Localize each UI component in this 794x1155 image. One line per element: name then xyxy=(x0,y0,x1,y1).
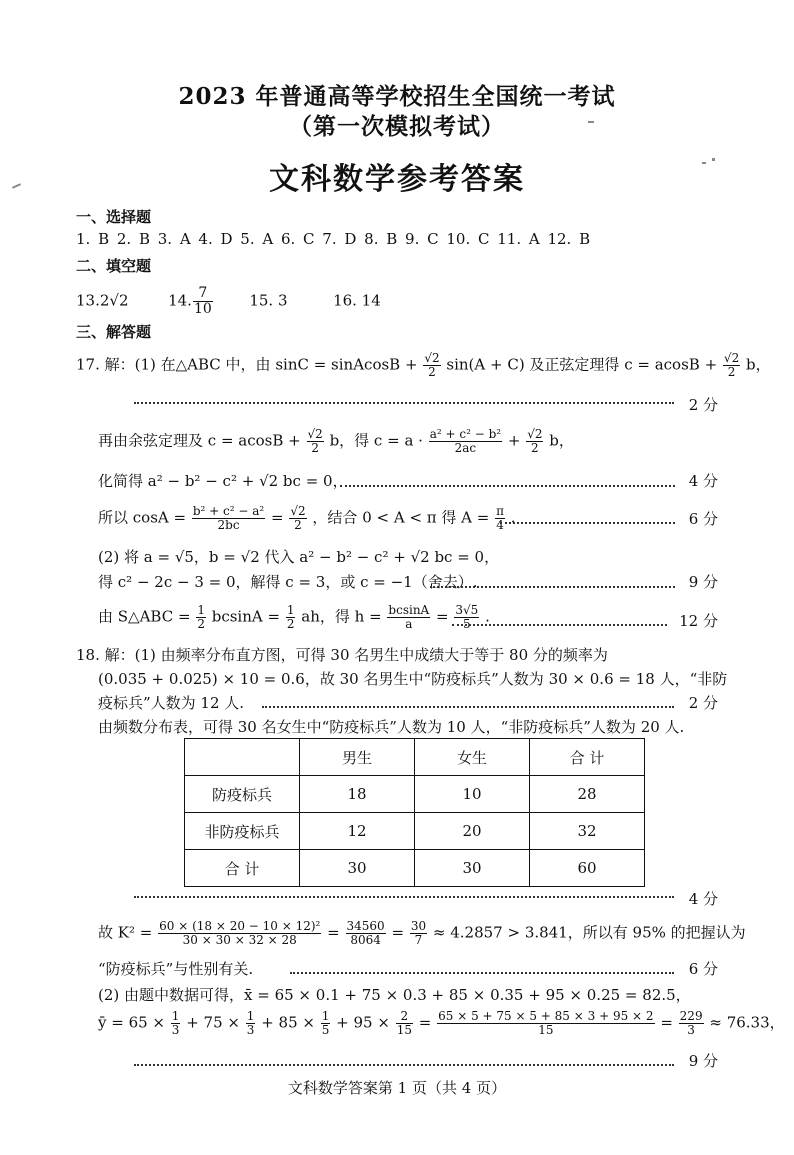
score-4b: 4 分 xyxy=(688,890,718,908)
score-6: 6 分 xyxy=(688,510,718,528)
exam-title: 2023 年普通高等学校招生全国统一考试 xyxy=(178,83,616,110)
exam-subtitle: （第一次模拟考试） xyxy=(289,113,505,140)
score-9: 9 分 xyxy=(688,573,718,591)
table-cell: 60 xyxy=(530,850,645,887)
dot-leader xyxy=(290,972,674,974)
table-cell: 28 xyxy=(530,776,645,813)
dot-leader xyxy=(452,624,667,626)
q17-line4: 所以 cosA = $\frac{\text{b² + c² − a²}}{2bc}$ = $\frac{√2}{2}$ ，结合 0 < A < π 得 A = $\frac{\pi}{4}$ . xyxy=(98,504,516,532)
score-9b: 9 分 xyxy=(688,1052,718,1070)
table-row xyxy=(185,776,645,813)
table-row xyxy=(185,850,645,887)
table-cell: 12 xyxy=(300,813,415,850)
table-row xyxy=(185,813,645,850)
table-cell xyxy=(185,739,300,776)
q18-k-square: 故 K² = $\frac{\text{60 × (18 × 20 − 10 × 12)²}}{30 \times 30 \times 32 \times 28}$ = $\frac{34560}{8064}$ = $\frac{30}{7}$ ≈ 4.2857 > 3.841，所以有 95% 的把握认为 xyxy=(98,919,746,947)
q18-line7: (2) 由题中数据可得，x̄ = 65 × 0.1 + 75 × 0.3 + 85 × 0.35 + 95 × 0.25 = 82.5， xyxy=(98,986,691,1004)
table-cell: 10 xyxy=(415,776,530,813)
table-cell: 防疫标兵 xyxy=(185,776,300,813)
q17-line5: (2) 将 a = √5，b = √2 代入 a² − b² − c² + √2 bc = 0， xyxy=(98,548,500,566)
dot-leader xyxy=(500,522,675,524)
table-header-row xyxy=(185,739,645,776)
table-cell: 18 xyxy=(300,776,415,813)
table-cell: 非防疫标兵 xyxy=(185,813,300,850)
page-title: 文科数学参考答案 xyxy=(269,162,525,197)
table-header: 女生 xyxy=(415,739,530,776)
q17-line3: 化简得 a² − b² − c² + √2 bc = 0， xyxy=(98,472,348,490)
q17-line6: 得 c² − 2c − 3 = 0，解得 c = 3，或 c = −1（舍去）. xyxy=(98,573,478,591)
fill-answers: 13.2√2 14. $\frac{7}{10}$ 15. 3 16. 14 xyxy=(76,285,381,317)
contingency-table xyxy=(184,738,645,887)
q17-line1: 17. 解：(1) 在△ABC 中，由 sinC = sinAcosB + $\frac{√2}{2}$ sin(A + C) 及正弦定理得 c = acosB + $\frac{√2}{2}$ b， xyxy=(76,351,771,379)
q17-line7: 由 S△ABC = $\frac{1}{2}$ bcsinA = $\frac{1}{2}$ ah，得 h = $\frac{bcsinA}{a}$ = $\frac{3√5}{5}$ . xyxy=(98,603,490,631)
score-4: 4 分 xyxy=(688,472,718,490)
section-heading-choice: 一、选择题 xyxy=(76,208,152,226)
q18-line3: 疫标兵”人数为 12 人. xyxy=(98,694,245,712)
score-2b: 2 分 xyxy=(688,694,718,712)
score-2: 2 分 xyxy=(688,396,718,414)
dot-leader xyxy=(134,1064,674,1066)
table-header: 男生 xyxy=(300,739,415,776)
table-header: 合 计 xyxy=(530,739,645,776)
table-cell: 30 xyxy=(300,850,415,887)
q18-y-mean: ȳ = 65 × $\frac{1}{3}$ + 75 × $\frac{1}{3}$ + 85 × $\frac{1}{5}$ + 95 × $\frac{2}{15}$ = $\frac{65 \times 5 + 75 \times 5 + 85 \times 3 + 95 \times 2}{15}$ = $\frac{229}{3}$ ≈ 76.33， xyxy=(98,1009,785,1037)
q17-line2: 再由余弦定理及 c = acosB + $\frac{√2}{2}$ b，得 c = a · $\frac{\text{a² + c² − b²}}{2ac}$ + $\frac{√2}{2}$ b， xyxy=(98,427,574,455)
section-heading-fill: 二、填空题 xyxy=(76,257,152,275)
q18-line4: 由频数分布表，可得 30 名女生中“防疫标兵”人数为 10 人，“非防疫标兵”人数为 20 人. xyxy=(98,718,685,736)
table-cell: 30 xyxy=(415,850,530,887)
dot-leader xyxy=(430,586,675,588)
q18-line6: “防疫标兵”与性别有关. xyxy=(98,960,254,978)
table-cell: 32 xyxy=(530,813,645,850)
page-footer: 文科数学答案第 1 页（共 4 页） xyxy=(287,1079,507,1097)
table-cell: 合 计 xyxy=(185,850,300,887)
dot-leader xyxy=(134,402,674,404)
score-6b: 6 分 xyxy=(688,960,718,978)
section-heading-solve: 三、解答题 xyxy=(76,323,152,341)
dot-leader xyxy=(340,485,675,487)
table-cell: 20 xyxy=(415,813,530,850)
q18-line1: 18. 解：(1) 由频率分布直方图，可得 30 名男生中成绩大于等于 80 分的频率为 xyxy=(76,646,608,664)
choice-answers: 1. B 2. B 3. A 4. D 5. A 6. C 7. D 8. B 9. C 10. C 11. A 12. B xyxy=(76,230,591,248)
score-12: 12 分 xyxy=(679,612,718,630)
q18-line2: (0.035 + 0.025) × 10 = 0.6，故 30 名男生中“防疫标兵”人数为 30 × 0.6 = 18 人，“非防 xyxy=(98,670,728,688)
dot-leader xyxy=(134,896,674,898)
dot-leader xyxy=(262,706,674,708)
